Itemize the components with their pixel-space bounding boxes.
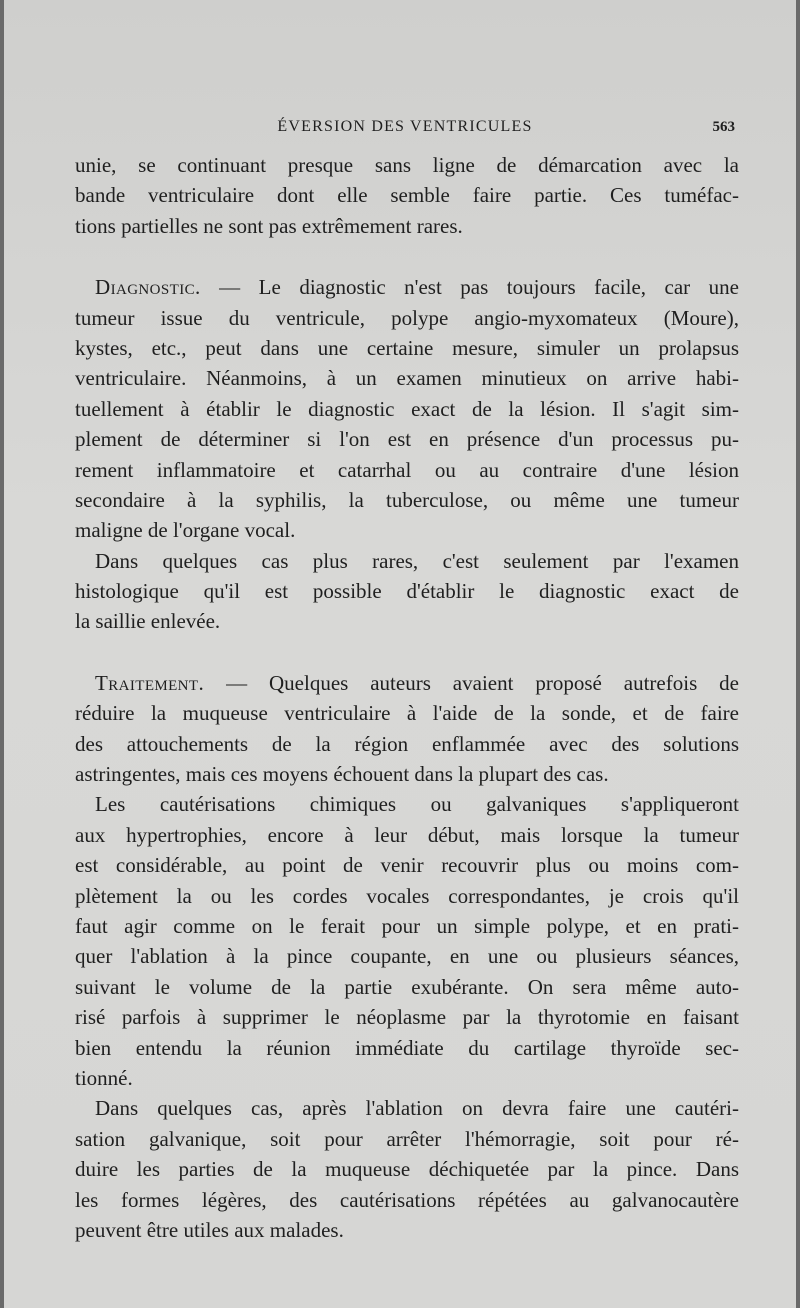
paragraph-cauterisations xyxy=(75,789,739,1093)
paragraph-traitement xyxy=(75,668,739,790)
text-line: histologique qu'il est possible d'établir le diagnostic exact de xyxy=(75,579,739,604)
text-line: réduire la muqueuse ventriculaire à l'aide de la sonde, et de faire xyxy=(75,701,739,726)
text-line: maligne de l'organe vocal. xyxy=(75,518,296,543)
text-line: peuvent être utiles aux malades. xyxy=(75,1217,344,1242)
body-text xyxy=(75,150,739,1245)
text-line: aux hypertrophies, encore à leur début, mais lorsque la tumeur xyxy=(75,822,739,847)
text-run: — Quelques auteurs avaient proposé autrefois de xyxy=(204,670,739,695)
paragraph-continuation xyxy=(75,150,739,241)
text-line xyxy=(75,668,739,698)
text-line: duire les parties de la muqueuse déchiquetée par la pince. Dans xyxy=(75,1157,739,1182)
text-line: sation galvanique, soit pour arrêter l'hémorragie, soit pour ré- xyxy=(75,1126,739,1151)
text-line: Les cautérisations chimiques ou galvaniques s'appliqueront xyxy=(95,792,739,817)
book-page xyxy=(4,0,796,1308)
text-line: tumeur issue du ventricule, polype angio-myxomateux (Moure), xyxy=(75,305,739,330)
text-line: unie, se continuant presque sans ligne de démarcation avec la xyxy=(75,153,739,177)
text-line: quer l'ablation à la pince coupante, en une ou plusieurs séances, xyxy=(75,944,739,969)
text-line: des attouchements de la région enflammée avec des solutions xyxy=(75,731,739,756)
text-line: est considérable, au point de venir recouvrir plus ou moins com- xyxy=(75,853,739,878)
text-line: faut agir comme on le ferait pour un simple polype, et en prati- xyxy=(75,913,739,938)
text-line xyxy=(75,272,739,302)
text-line: Dans quelques cas plus rares, c'est seulement par l'examen xyxy=(95,548,739,573)
page-number: 563 xyxy=(712,119,735,135)
text-line: tuellement à établir le diagnostic exact de la lésion. Il s'agit sim- xyxy=(75,396,739,421)
section-heading-traitement: Traitement. xyxy=(95,670,205,695)
text-line: tionné. xyxy=(75,1065,133,1090)
text-line: plement de déterminer si l'on est en présence d'un processus pu- xyxy=(75,427,739,452)
paragraph-histologie xyxy=(75,546,739,637)
section-heading-diagnostic: Diagnostic. xyxy=(95,275,201,300)
text-line: les formes légères, des cautérisations répétées au galvanocautère xyxy=(75,1187,739,1212)
text-line: suivant le volume de la partie exubérante. On sera même auto- xyxy=(75,974,739,999)
text-line: astringentes, mais ces moyens échouent dans la plupart des cas. xyxy=(75,762,609,787)
paragraph-ablation xyxy=(75,1093,739,1245)
text-line: bien entendu la réunion immédiate du cartilage thyroïde sec- xyxy=(75,1035,739,1060)
text-line: tions partielles ne sont pas extrêmement rares. xyxy=(75,213,463,238)
text-run: — Le diagnostic n'est pas toujours facile, car une xyxy=(200,275,739,300)
text-line: la saillie enlevée. xyxy=(75,609,221,634)
text-line: ventriculaire. Néanmoins, à un examen minutieux on arrive habi- xyxy=(75,366,739,391)
running-title: ÉVERSION DES VENTRICULES xyxy=(277,118,533,135)
text-line: kystes, etc., peut dans une certaine mesure, simuler un prolapsus xyxy=(75,335,739,360)
text-line: Dans quelques cas, après l'ablation on devra faire une cautéri- xyxy=(95,1096,739,1121)
paragraph-diagnostic xyxy=(75,272,739,546)
text-line: secondaire à la syphilis, la tuberculose, ou même une tumeur xyxy=(75,487,739,512)
text-line: risé parfois à supprimer le néoplasme par la thyrotomie en faisant xyxy=(75,1005,739,1030)
text-line: plètement la ou les cordes vocales correspondantes, je crois qu'il xyxy=(75,883,739,908)
text-line: rement inflammatoire et catarrhal ou au contraire d'une lésion xyxy=(75,457,739,482)
text-line: bande ventriculaire dont elle semble faire partie. Ces tuméfac- xyxy=(75,183,739,208)
page-header xyxy=(75,116,735,140)
